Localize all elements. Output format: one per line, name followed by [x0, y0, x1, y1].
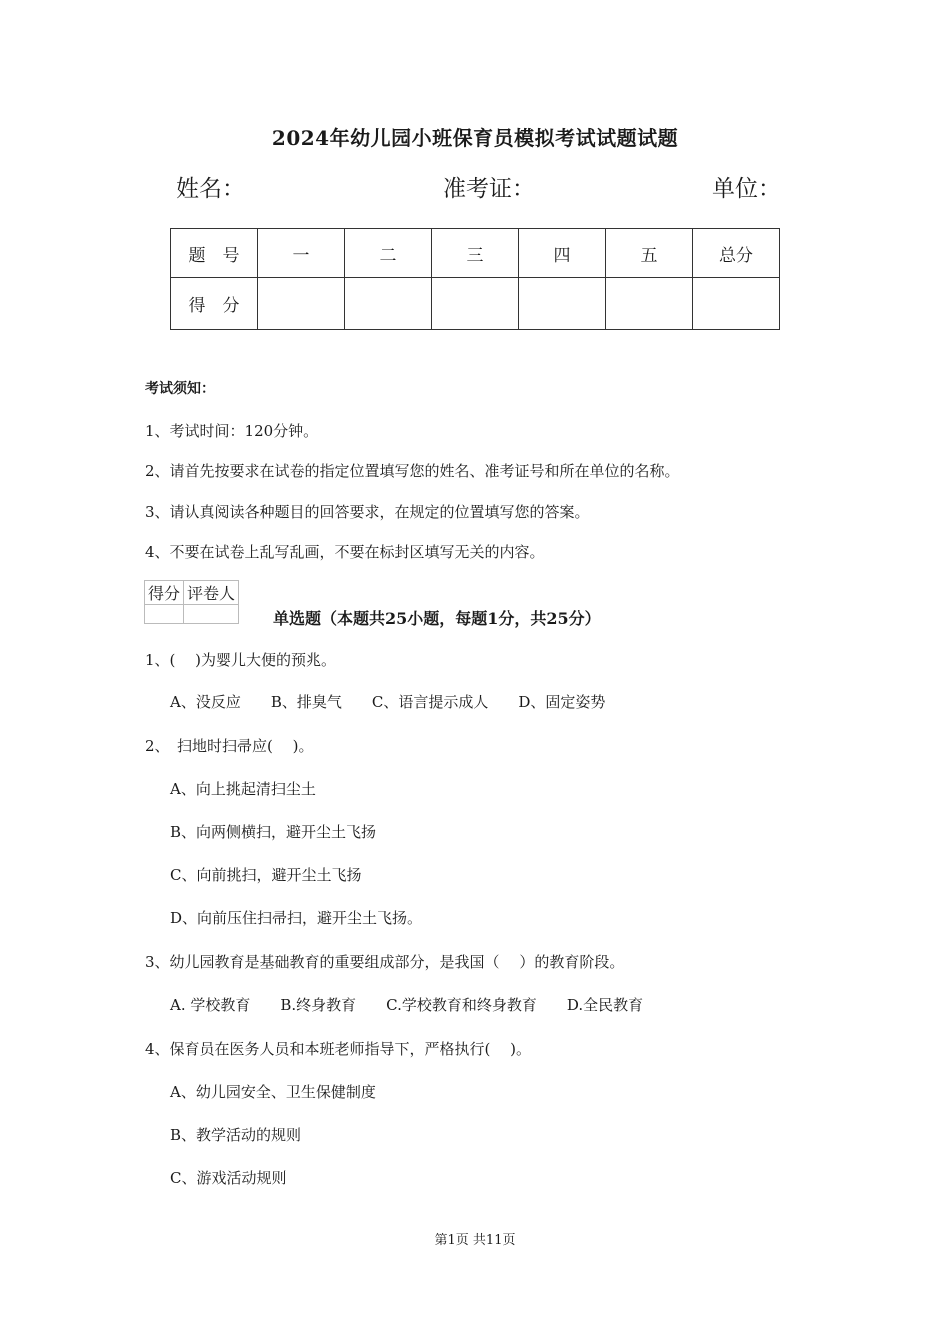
score-header-cell: 二: [345, 229, 432, 278]
question-option: B、向两侧横扫，避开尘土飞扬: [170, 823, 377, 841]
grader-box: [144, 580, 239, 624]
score-table-score-row: [171, 278, 780, 330]
score-table-header-row: [171, 229, 780, 278]
grader-reviewer-blank: [184, 605, 239, 624]
score-header-cell: 五: [606, 229, 693, 278]
score-header-cell: 四: [519, 229, 606, 278]
score-row-label: 得 分: [171, 278, 258, 330]
question-option: C、向前挑扫，避开尘土飞扬: [170, 866, 362, 884]
exam-number-label: 准考证：: [443, 176, 535, 202]
page-title: 2024年幼儿园小班保育员模拟考试试题试题: [271, 126, 679, 150]
score-blank-cell: [693, 278, 780, 330]
score-header-cell: 一: [258, 229, 345, 278]
score-header-cell: 总分: [693, 229, 780, 278]
score-blank-cell: [432, 278, 519, 330]
notice-item: 2、请首先按要求在试卷的指定位置填写您的姓名、准考证号和所在单位的名称。: [145, 462, 680, 480]
notice-heading: 考试须知：: [145, 381, 215, 397]
question-option: C、游戏活动规则: [170, 1169, 287, 1187]
question-option: D、向前压住扫帚扫，避开尘土飞扬。: [170, 909, 423, 927]
question-stem: 1、( )为婴儿大便的预兆。: [145, 651, 337, 669]
question-option: A、幼儿园安全、卫生保健制度: [170, 1083, 376, 1101]
question-option: B、教学活动的规则: [170, 1126, 302, 1144]
score-blank-cell: [606, 278, 693, 330]
page-footer: 第1页 共11页: [434, 1233, 516, 1248]
question-stem: 3、幼儿园教育是基础教育的重要组成部分，是我国（ ）的教育阶段。: [145, 953, 625, 971]
name-label: 姓名：: [176, 176, 245, 202]
score-header-cell: 三: [432, 229, 519, 278]
grader-score-blank: [145, 605, 184, 624]
question-option: A、向上挑起清扫尘土: [170, 780, 316, 798]
question-options: A、没反应 B、排臭气 C、语言提示成人 D、固定姿势: [170, 693, 606, 711]
question-options: A. 学校教育 B.终身教育 C.学校教育和终身教育 D.全民教育: [170, 996, 644, 1014]
score-blank-cell: [258, 278, 345, 330]
score-table: [170, 228, 780, 330]
notice-item: 3、请认真阅读各种题目的回答要求，在规定的位置填写您的答案。: [145, 503, 590, 521]
question-stem: 4、保育员在医务人员和本班老师指导下，严格执行( )。: [145, 1040, 532, 1058]
grader-score-label: 得分: [145, 581, 184, 605]
question-stem: 2、 扫地时扫帚应( )。: [145, 737, 314, 755]
score-blank-cell: [345, 278, 432, 330]
score-header-cell: 题 号: [171, 229, 258, 278]
notice-item: 1、考试时间：120分钟。: [145, 422, 319, 440]
unit-label: 单位：: [712, 176, 781, 202]
score-blank-cell: [519, 278, 606, 330]
section-title: 单选题（本题共25小题，每题1分，共25分）: [273, 609, 601, 628]
notice-item: 4、不要在试卷上乱写乱画，不要在标封区填写无关的内容。: [145, 543, 545, 561]
grader-reviewer-label: 评卷人: [184, 581, 239, 605]
